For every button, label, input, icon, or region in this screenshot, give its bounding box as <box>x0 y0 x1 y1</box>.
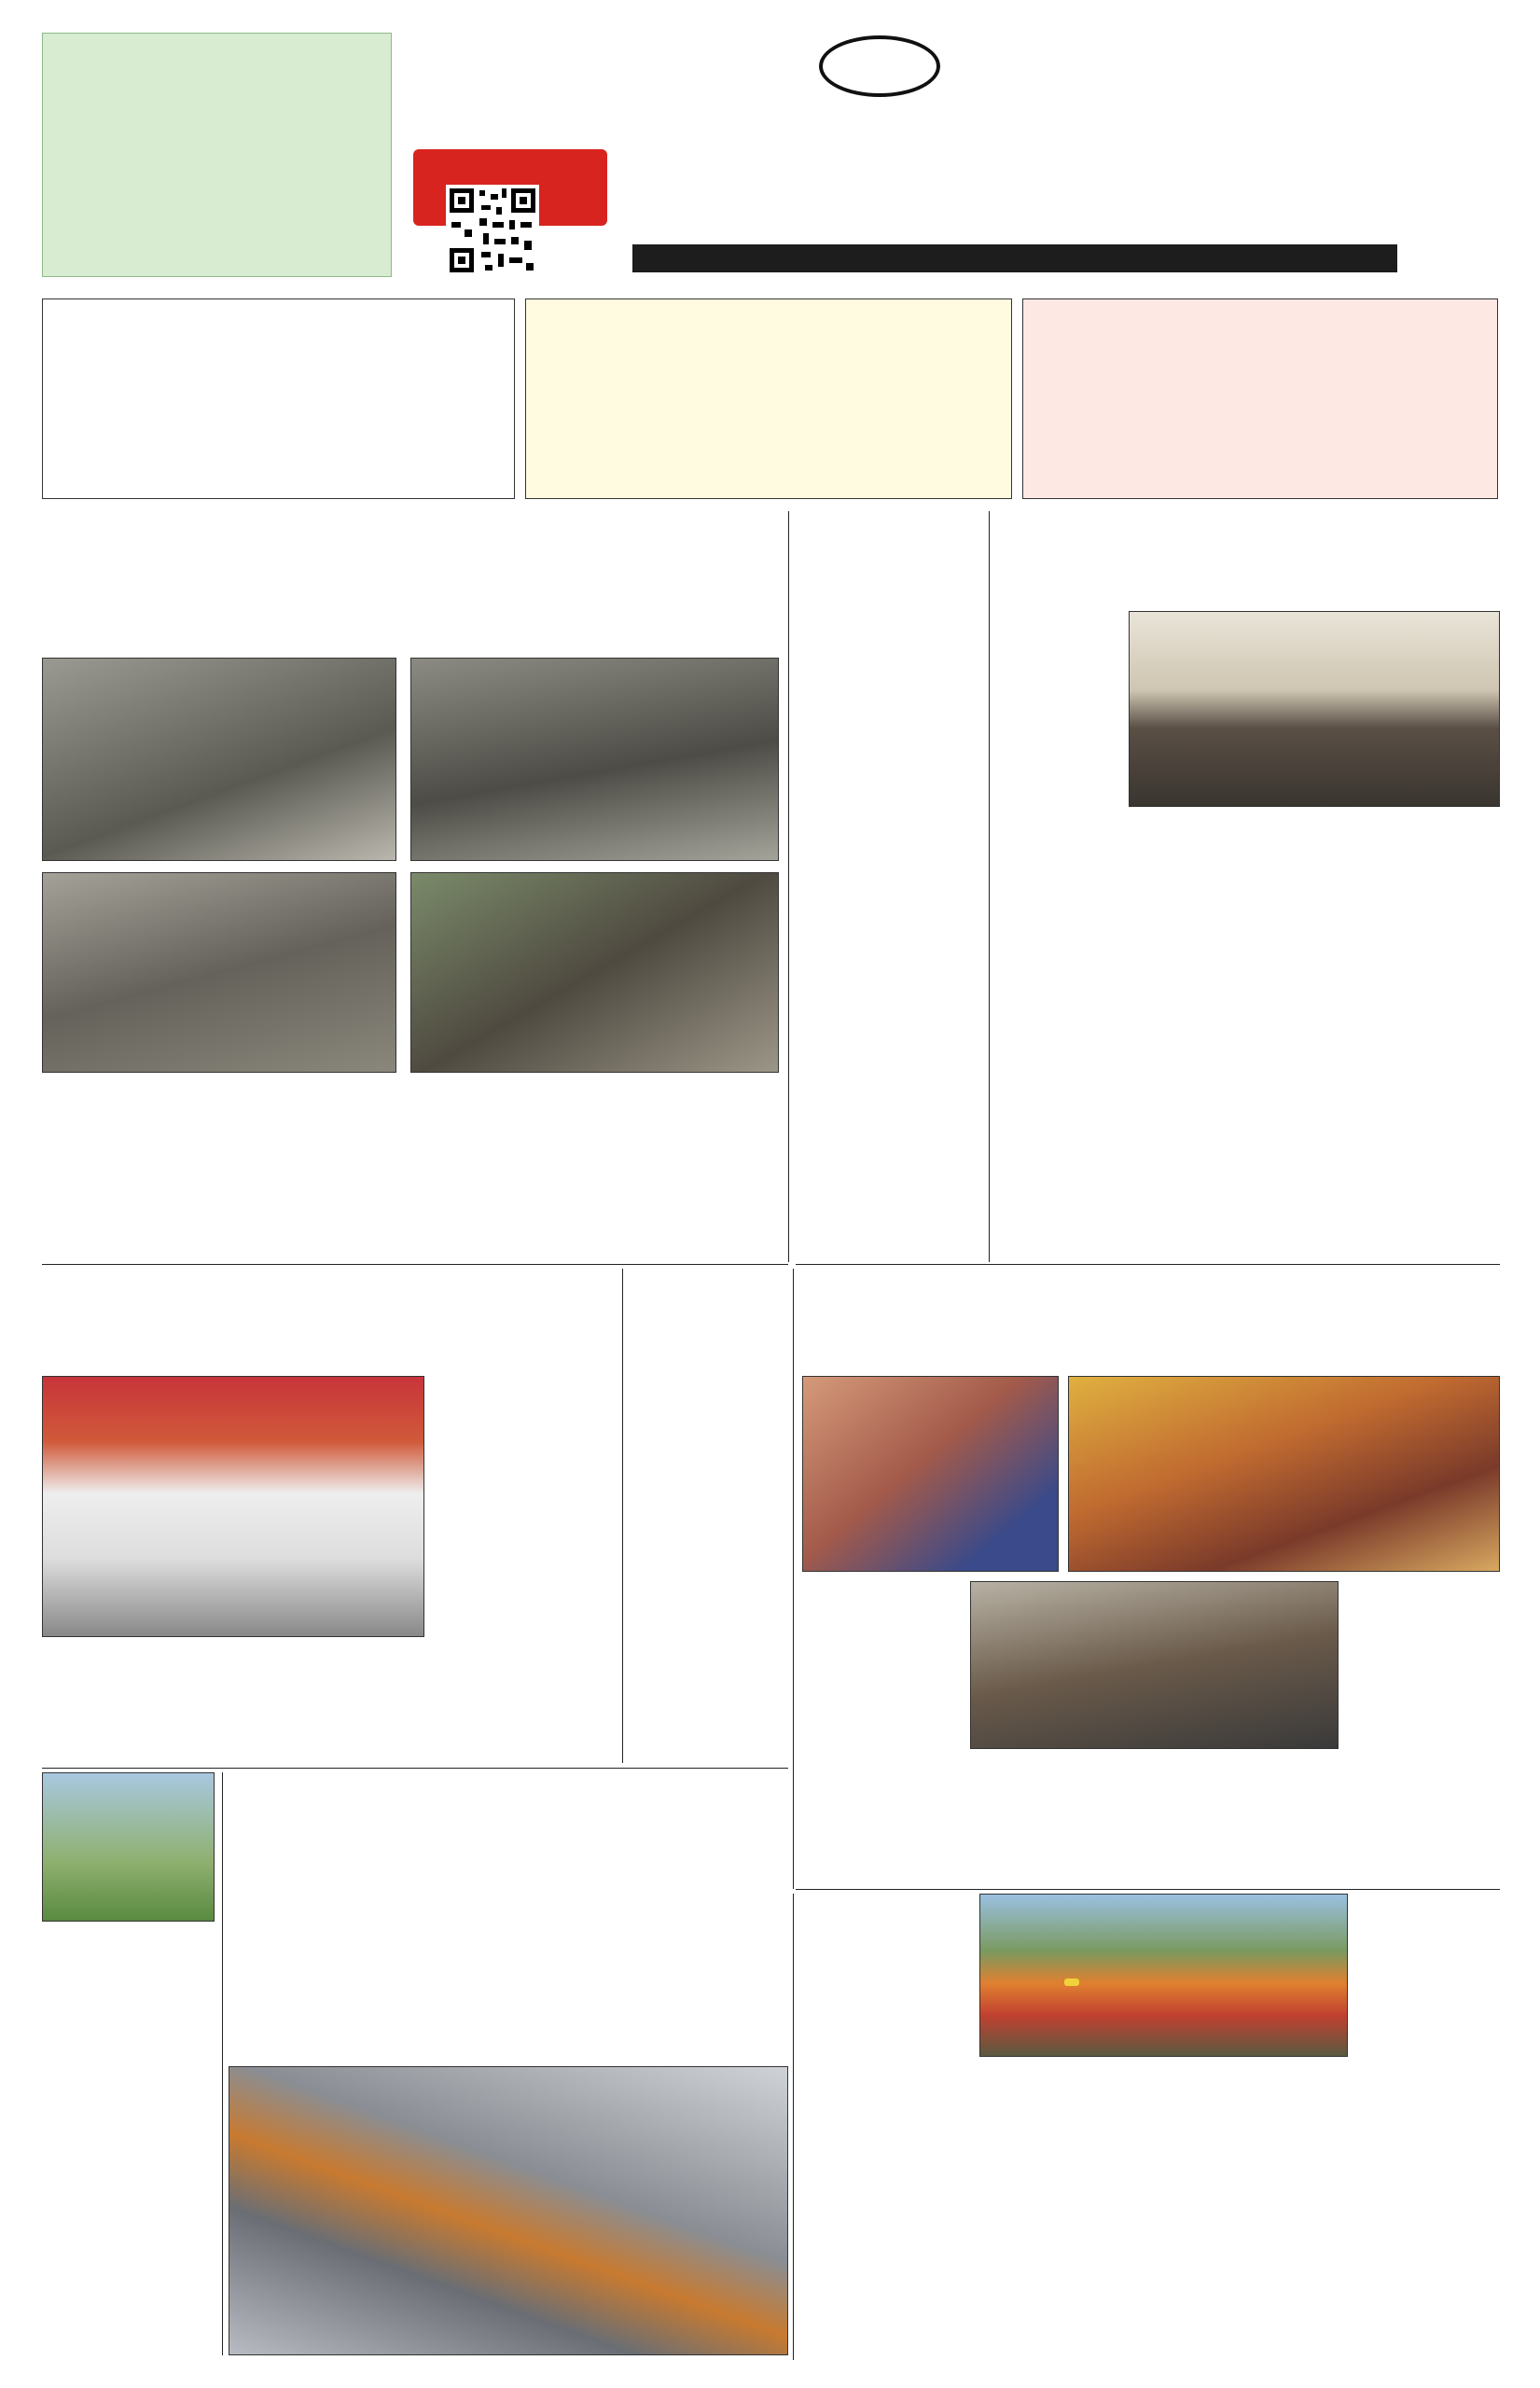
section-divider <box>796 1889 1500 1890</box>
newspaper-title <box>616 80 1418 220</box>
photo-housing-2 <box>410 658 779 861</box>
photo-commission-meeting <box>1129 611 1500 807</box>
article-body <box>291 1082 529 1255</box>
photo-housing-1 <box>42 658 396 861</box>
top-box-ldp <box>1022 298 1498 499</box>
tagline-bar <box>632 244 1397 272</box>
column-divider <box>622 1269 623 1763</box>
section-divider <box>42 1768 788 1769</box>
top-box-home-advisor <box>42 298 515 499</box>
top-box-nahid <box>525 298 1012 499</box>
photo-housing-3 <box>42 872 396 1073</box>
photo-child <box>42 1772 215 1922</box>
photo-discussion-meeting <box>42 1376 424 1637</box>
photo-hospital-crowd <box>970 1581 1339 1749</box>
section-divider <box>42 1264 788 1265</box>
photo-damaged-bus <box>229 2066 788 2355</box>
column-divider <box>989 511 990 1262</box>
photo-grieving-family <box>1068 1376 1500 1572</box>
section-divider <box>796 1264 1500 1265</box>
procession-banner <box>1064 1978 1079 1986</box>
column-divider <box>788 511 789 1262</box>
masthead-dateline-box <box>42 33 392 277</box>
photo-missing-baby <box>802 1376 1059 1572</box>
photo-boishakh-procession <box>979 1894 1348 2057</box>
qr-code-graphic <box>446 185 539 276</box>
column-divider <box>793 1894 794 2360</box>
column-divider <box>222 1772 223 2355</box>
column-divider <box>793 1269 794 1889</box>
photo-housing-4 <box>410 872 779 1073</box>
